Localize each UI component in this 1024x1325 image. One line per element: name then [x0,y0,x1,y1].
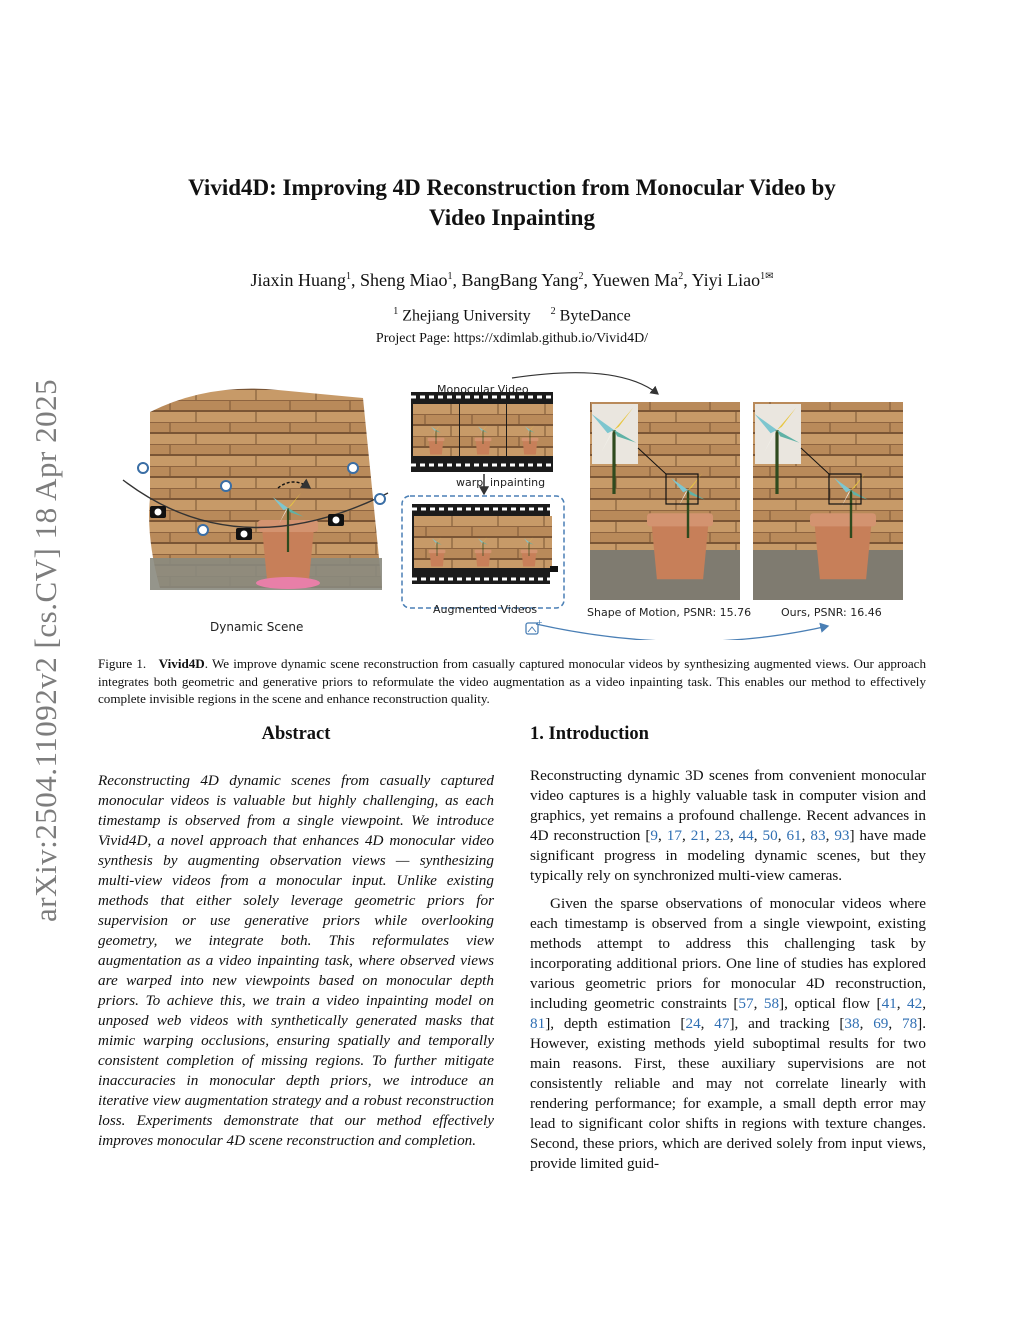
affiliations: $^1$ Zhejiang University $^2$ ByteDance [393,306,631,325]
citation-link[interactable]: 57 [738,995,754,1012]
introduction-body [530,766,926,1174]
caption-text: . We improve dynamic scene reconstruction from casually captured monocular videos by synthesizing augmented views. Our approach integrates both geometric and generative priors to reformulate the video augmentation as a video inpainting task. This enables our method to effectively complete invisible regions in the scene and enhance reconstruction quality. [98,656,926,706]
camera-icon [236,528,252,540]
label-baseline-psnr: Shape of Motion, PSNR: 15.76 [587,606,752,619]
citation-link[interactable]: 58 [763,995,780,1012]
abstract-body: Reconstructing 4D dynamic scenes from casually captured monocular videos is valuable but highly challenging, as each timestamp is observed from a single viewpoint. We introduce Vivid4D, a novel approach that enhances 4D monocular video synthesis by augmenting observation views — synthesizing multi-view videos from a monocular input. Unlike existing methods that either solely leverage geometric priors for supervision or use generative priors while overlooking geometry, we integrate both. This reformulates view augmentation as a video inpainting task, where observed views are warped into new viewpoints based on monocular depth priors. To achieve this, we train a video inpainting model on unposed web videos with synthetically generated masks that mimic warping occlusions, ensuring spatially and temporally consistent completion of missing regions. To further mitigate inaccuracies in monocular depth priors, we introduce an iterative view augmentation strategy and a robust reconstruction loss. Experiments demonstrate that our method effectively improves monocular 4D scene reconstruction and completion. [98,772,494,1149]
title-line-2: Video Inpainting [429,205,595,230]
citation-link[interactable]: 23 [714,827,730,844]
monocular-video-strip [411,392,553,472]
augmented-videos-panel [402,496,564,608]
citation-link[interactable]: 21 [690,827,706,844]
intro-paragraph-2: Given the sparse observations of monocular videos where each timestamp is observed from a single viewpoint, existing methods attempt to address this challenging task by incorporating additional priors. One line of studies has explored various geometric priors for monocular 4D reconstruction, including geometric constraints [57, 58], optical flow [41, 42, 81], depth estimation [24, 47], and tracking [38, 69, 78]. However, existing methods yield suboptimal results for two main reasons. First, these auxiliary supervisions are not consistently reliable and may not correlate linearly with rendering performance; for example, a small depth error may lead to significant color shifts in regions with texture changes. Second, these priors, which are derived solely from input views, provide limited guid- [530,895,927,1172]
teaser-figure-graphic [98,368,924,640]
author-5: Yiyi Liao$^{1✉}$ [691,270,774,290]
citation-link[interactable]: 42 [907,995,923,1012]
label-inpainting: inpainting [490,476,546,489]
author-4: Yuewen Ma$^2$ [591,270,684,290]
abstract-heading: Abstract [261,724,331,744]
intro-paragraph-1: Reconstructing dynamic 3D scenes from convenient monocular video captures is a highly valuable task in computer vision and graphics, yet remains a profound challenge. Recent advances in 4D reconstruction [9, 17, 21, 23, 44, 50, 61, 83, 93] have made significant progress in modeling dynamic scenes, but they typically rely on synchronized multi-view cameras. [530,767,927,884]
svg-text:+: + [536,618,543,627]
camera-icon [150,506,166,518]
project-page-link[interactable]: Project Page: https://xdimlab.github.io/Vivid4D/ [375,331,649,346]
citation-link[interactable]: 47 [714,1015,730,1032]
citation-link[interactable]: 44 [738,827,754,844]
citation-link[interactable]: 61 [786,827,802,844]
caption-label: Figure 1. [98,656,147,671]
author-1: Jiaxin Huang$^1$ [250,270,351,290]
caption-method-name: Vivid4D [158,656,205,671]
citation-link[interactable]: 50 [762,827,778,844]
citation-link[interactable]: 41 [881,995,897,1012]
citation-link[interactable]: 78 [901,1015,918,1032]
dynamic-scene-panel [123,389,388,590]
title-line-1: Vivid4D: Improving 4D Reconstruction from Monocular Video by [188,175,836,200]
arxiv-identifier: arXiv:2504.11092v2 [cs.CV] 18 Apr 2025 [28,378,63,922]
ours-result-panel [753,402,903,600]
affiliation-2: ByteDance [559,307,631,325]
citation-link[interactable]: 93 [834,827,850,844]
citation-link[interactable]: 83 [810,827,826,844]
teaser-figure [98,368,924,640]
citation-link[interactable]: 9 [650,827,658,844]
author-2: Sheng Miao$^1$ [359,270,453,290]
affiliation-1: Zhejiang University [402,307,531,325]
citation-link[interactable]: 81 [530,1015,546,1032]
label-monocular-video: Monocular Video [437,383,529,396]
author-3: BangBang Yang$^2$ [461,270,584,290]
citation-link[interactable]: 38 [844,1015,860,1032]
camera-icon [328,514,344,526]
baseline-result-panel [590,402,740,600]
label-ours-psnr: Ours, PSNR: 16.46 [781,606,882,619]
label-warp: warp [456,476,484,489]
citation-link[interactable]: 24 [685,1015,701,1032]
introduction-heading: 1. Introduction [530,724,649,744]
author-list: Jiaxin Huang$^1$, Sheng Miao$^1$, BangBang Yang$^2$, Yuewen Ma$^2$, Yiyi Liao$^{1✉}$ [250,270,774,290]
paper-title [120,173,904,233]
label-augmented-videos: Augmented Videos [433,603,538,616]
citation-link[interactable]: 17 [666,827,682,844]
citation-link[interactable]: 69 [873,1015,889,1032]
label-dynamic-scene: Dynamic Scene [210,620,304,634]
image-generation-icon [526,618,543,634]
figure-caption [98,655,926,708]
